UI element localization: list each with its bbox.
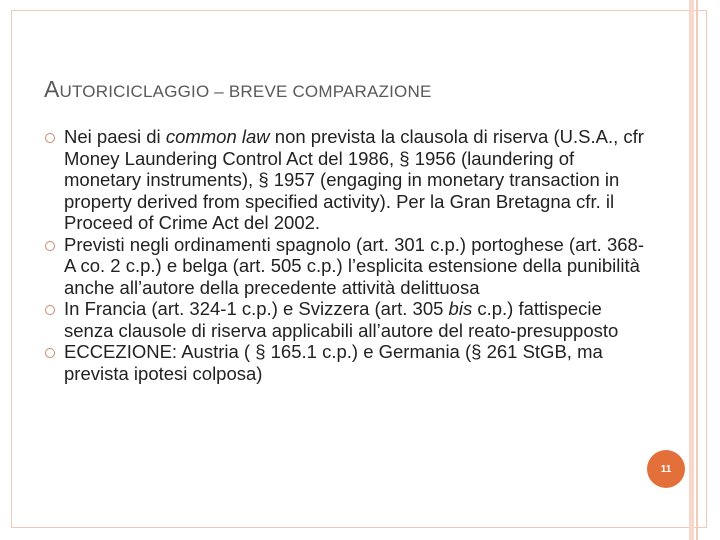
bullet-circle-icon: [45, 305, 55, 315]
bullet-1-part-1: Nei paesi di: [64, 126, 166, 147]
bullet-1-italic: common law: [165, 126, 270, 147]
bullet-3-part-1: In Francia (art. 324-1 c.p.) e Svizzera (art. 305: [64, 298, 449, 319]
bullet-item-1: [44, 126, 644, 234]
page-number-badge: 11: [647, 450, 685, 488]
bullet-2-part-1: Previsti negli ordinamenti spagnolo (art. 301 c.p.) portoghese (art. 368-A co. 2 c.p.) e belga (art. 505 c.p.) l’esplicita estensione della punibilità anche all’autore della precedente attività delittuosa: [64, 233, 644, 298]
bullet-list: [44, 126, 644, 384]
bullet-circle-icon: [45, 241, 55, 251]
title-first-letter: A: [44, 76, 60, 102]
decorative-strip: [689, 0, 694, 540]
bullet-item-3: [44, 298, 644, 341]
bullet-circle-icon: [45, 348, 55, 358]
title-rest: UTORICICLAGGIO – BREVE COMPARAZIONE: [59, 82, 432, 101]
slide-title: [44, 76, 431, 103]
bullet-text-1: [64, 126, 644, 234]
decorative-strip-line: [696, 0, 698, 540]
bullet-1-part-3: non prevista la clausola di riserva (U.S.A., cfr Money Laundering Control Act del 1986, § 1956 (laundering of monetary instruments), § 1957 (engaging in monetary transaction in property derived from specified activity). Per la Gran Bretagna cfr. il Proceed of Crime Act del 2002.: [64, 126, 644, 233]
bullet-4-part-1: ECCEZIONE: Austria ( § 165.1 c.p.) e Germania (§ 261 StGB, ma prevista ipotesi colposa): [64, 341, 603, 384]
bullet-text-4: [64, 341, 644, 384]
bullet-circle-icon: [45, 133, 55, 143]
bullet-item-2: [44, 234, 644, 299]
bullet-item-4: [44, 341, 644, 384]
bullet-text-2: [64, 234, 644, 299]
bullet-3-part-3: c.p.) fattispecie senza clausole di riserva applicabili all’autore del reato-presupposto: [64, 298, 619, 341]
bullet-text-3: [64, 298, 644, 341]
bullet-3-italic: bis: [448, 298, 473, 319]
